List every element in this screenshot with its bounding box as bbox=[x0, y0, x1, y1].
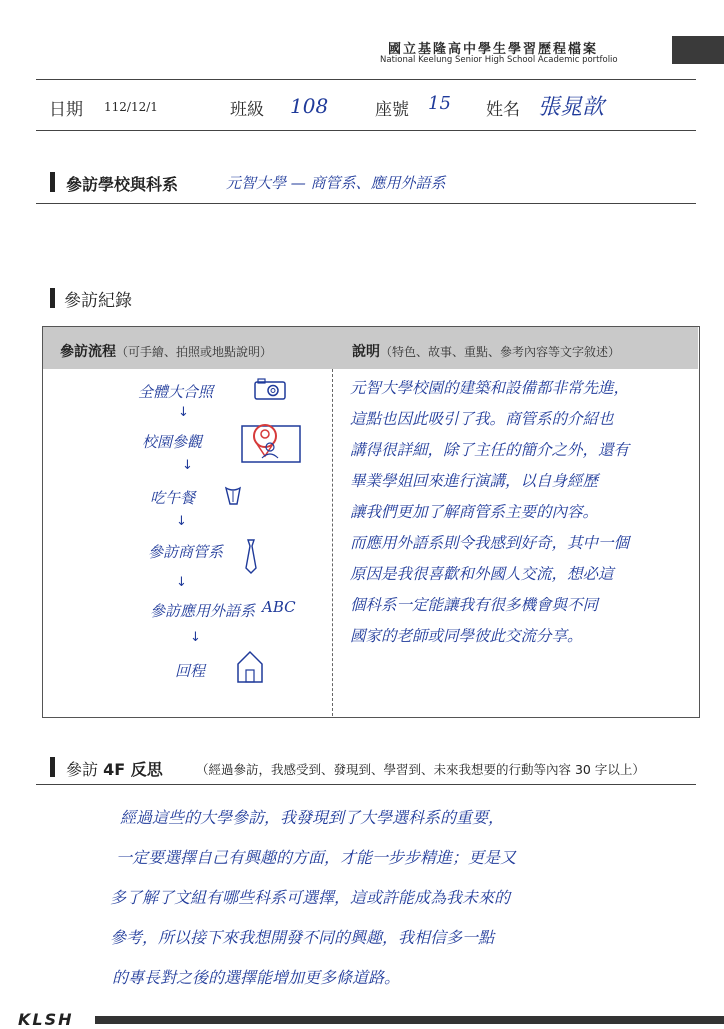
school-subtitle: National Keelung Senior High School Academic portfolio bbox=[380, 55, 618, 65]
abc-doodle: ABC bbox=[262, 598, 296, 616]
flow-step: 吃午餐 bbox=[150, 489, 196, 507]
seat-label: 座號 bbox=[375, 100, 409, 120]
flow-step: 校園參觀 bbox=[142, 433, 203, 451]
header-block bbox=[672, 36, 724, 64]
section-bar bbox=[50, 288, 55, 308]
section-bar bbox=[50, 172, 55, 192]
reflection-line: 一定要選擇自己有興趣的方面，才能一步步精進；更是又 bbox=[116, 848, 517, 867]
description-line: 這點也因此吸引了我。商管系的介紹也 bbox=[350, 410, 614, 428]
description-line: 原因是我很喜歡和外國人交流，想必這 bbox=[350, 565, 614, 583]
description-line: 國家的老師或同學彼此交流分享。 bbox=[350, 627, 583, 645]
description-line: 畢業學姐回來進行演講，以自身經歷 bbox=[350, 472, 599, 490]
col2-hint: （特色、故事、重點、參考內容等文字敘述） bbox=[380, 345, 621, 359]
reflection-line: 參考，所以接下來我想開發不同的興趣，我相信多一點 bbox=[110, 928, 495, 947]
flow-step: 參訪應用外語系 bbox=[150, 602, 256, 620]
school-logo: KLSH bbox=[18, 1010, 74, 1029]
flow-arrow: ↓ bbox=[178, 405, 189, 420]
flow-step: 全體大合照 bbox=[138, 383, 214, 401]
visit-school-label: 參訪學校與科系 bbox=[66, 175, 179, 194]
description-line: 而應用外語系則令我感到好奇，其中一個 bbox=[350, 534, 630, 552]
date-value: 112/12/1 bbox=[104, 100, 158, 114]
flow-arrow: ↓ bbox=[190, 630, 201, 645]
camera-icon bbox=[254, 378, 286, 400]
class-value: 108 bbox=[290, 94, 329, 118]
food-icon bbox=[224, 486, 242, 506]
home-icon bbox=[236, 650, 264, 684]
col2-title: 說明 bbox=[352, 344, 380, 360]
visit-school-value: 元智大學 — 商管系、應用外語系 bbox=[226, 174, 446, 192]
header-rule bbox=[36, 79, 696, 80]
flow-arrow: ↓ bbox=[182, 458, 193, 473]
column-divider bbox=[332, 369, 333, 716]
reflection-label-bold: 4F 反思 bbox=[103, 760, 163, 779]
seat-value: 15 bbox=[428, 93, 451, 114]
tie-icon bbox=[244, 538, 258, 574]
col2-header bbox=[352, 341, 620, 361]
class-label: 班級 bbox=[230, 100, 264, 120]
flow-arrow: ↓ bbox=[176, 514, 187, 529]
reflection-hint: （經過參訪，我感受到、發現到、學習到、未來我想要的行動等內容 30 字以上） bbox=[196, 762, 645, 777]
flow-step: 回程 bbox=[175, 662, 206, 680]
col1-hint: （可手繪、拍照或地點說明） bbox=[116, 345, 273, 359]
photo-icon bbox=[240, 414, 302, 464]
school-title: 國立基隆高中學生學習歷程檔案 bbox=[388, 42, 599, 57]
reflection-line: 多了解了文組有哪些科系可選擇，這或許能成為我未來的 bbox=[110, 888, 511, 907]
name-value: 張晁歆 bbox=[538, 95, 605, 120]
description-line: 讓我們更加了解商管系主要的內容。 bbox=[350, 503, 599, 521]
reflection-rule bbox=[36, 784, 696, 785]
section-bar bbox=[50, 757, 55, 777]
description-line: 講得很詳細，除了主任的簡介之外，還有 bbox=[350, 441, 630, 459]
record-label: 參訪紀錄 bbox=[64, 291, 132, 311]
flow-step: 參訪商管系 bbox=[148, 543, 224, 561]
description-line: 個科系一定能讓我有很多機會與不同 bbox=[350, 596, 599, 614]
name-label: 姓名 bbox=[486, 100, 520, 120]
footer-bar bbox=[95, 1016, 724, 1024]
date-label: 日期 bbox=[49, 100, 83, 120]
reflection-line: 經過這些的大學參訪，我發現到了大學選科系的重要， bbox=[120, 808, 505, 827]
description-line: 元智大學校園的建築和設備都非常先進， bbox=[350, 379, 630, 397]
flow-arrow: ↓ bbox=[176, 575, 187, 590]
reflection-line: 的專長對之後的選擇能增加更多條道路。 bbox=[112, 968, 401, 987]
info-rule bbox=[36, 130, 696, 131]
reflection-label-prefix: 參訪 bbox=[66, 760, 99, 779]
col1-header bbox=[60, 341, 272, 361]
col1-title: 參訪流程 bbox=[60, 344, 116, 360]
reflection-label bbox=[66, 757, 163, 780]
visit-school-rule bbox=[36, 203, 696, 204]
